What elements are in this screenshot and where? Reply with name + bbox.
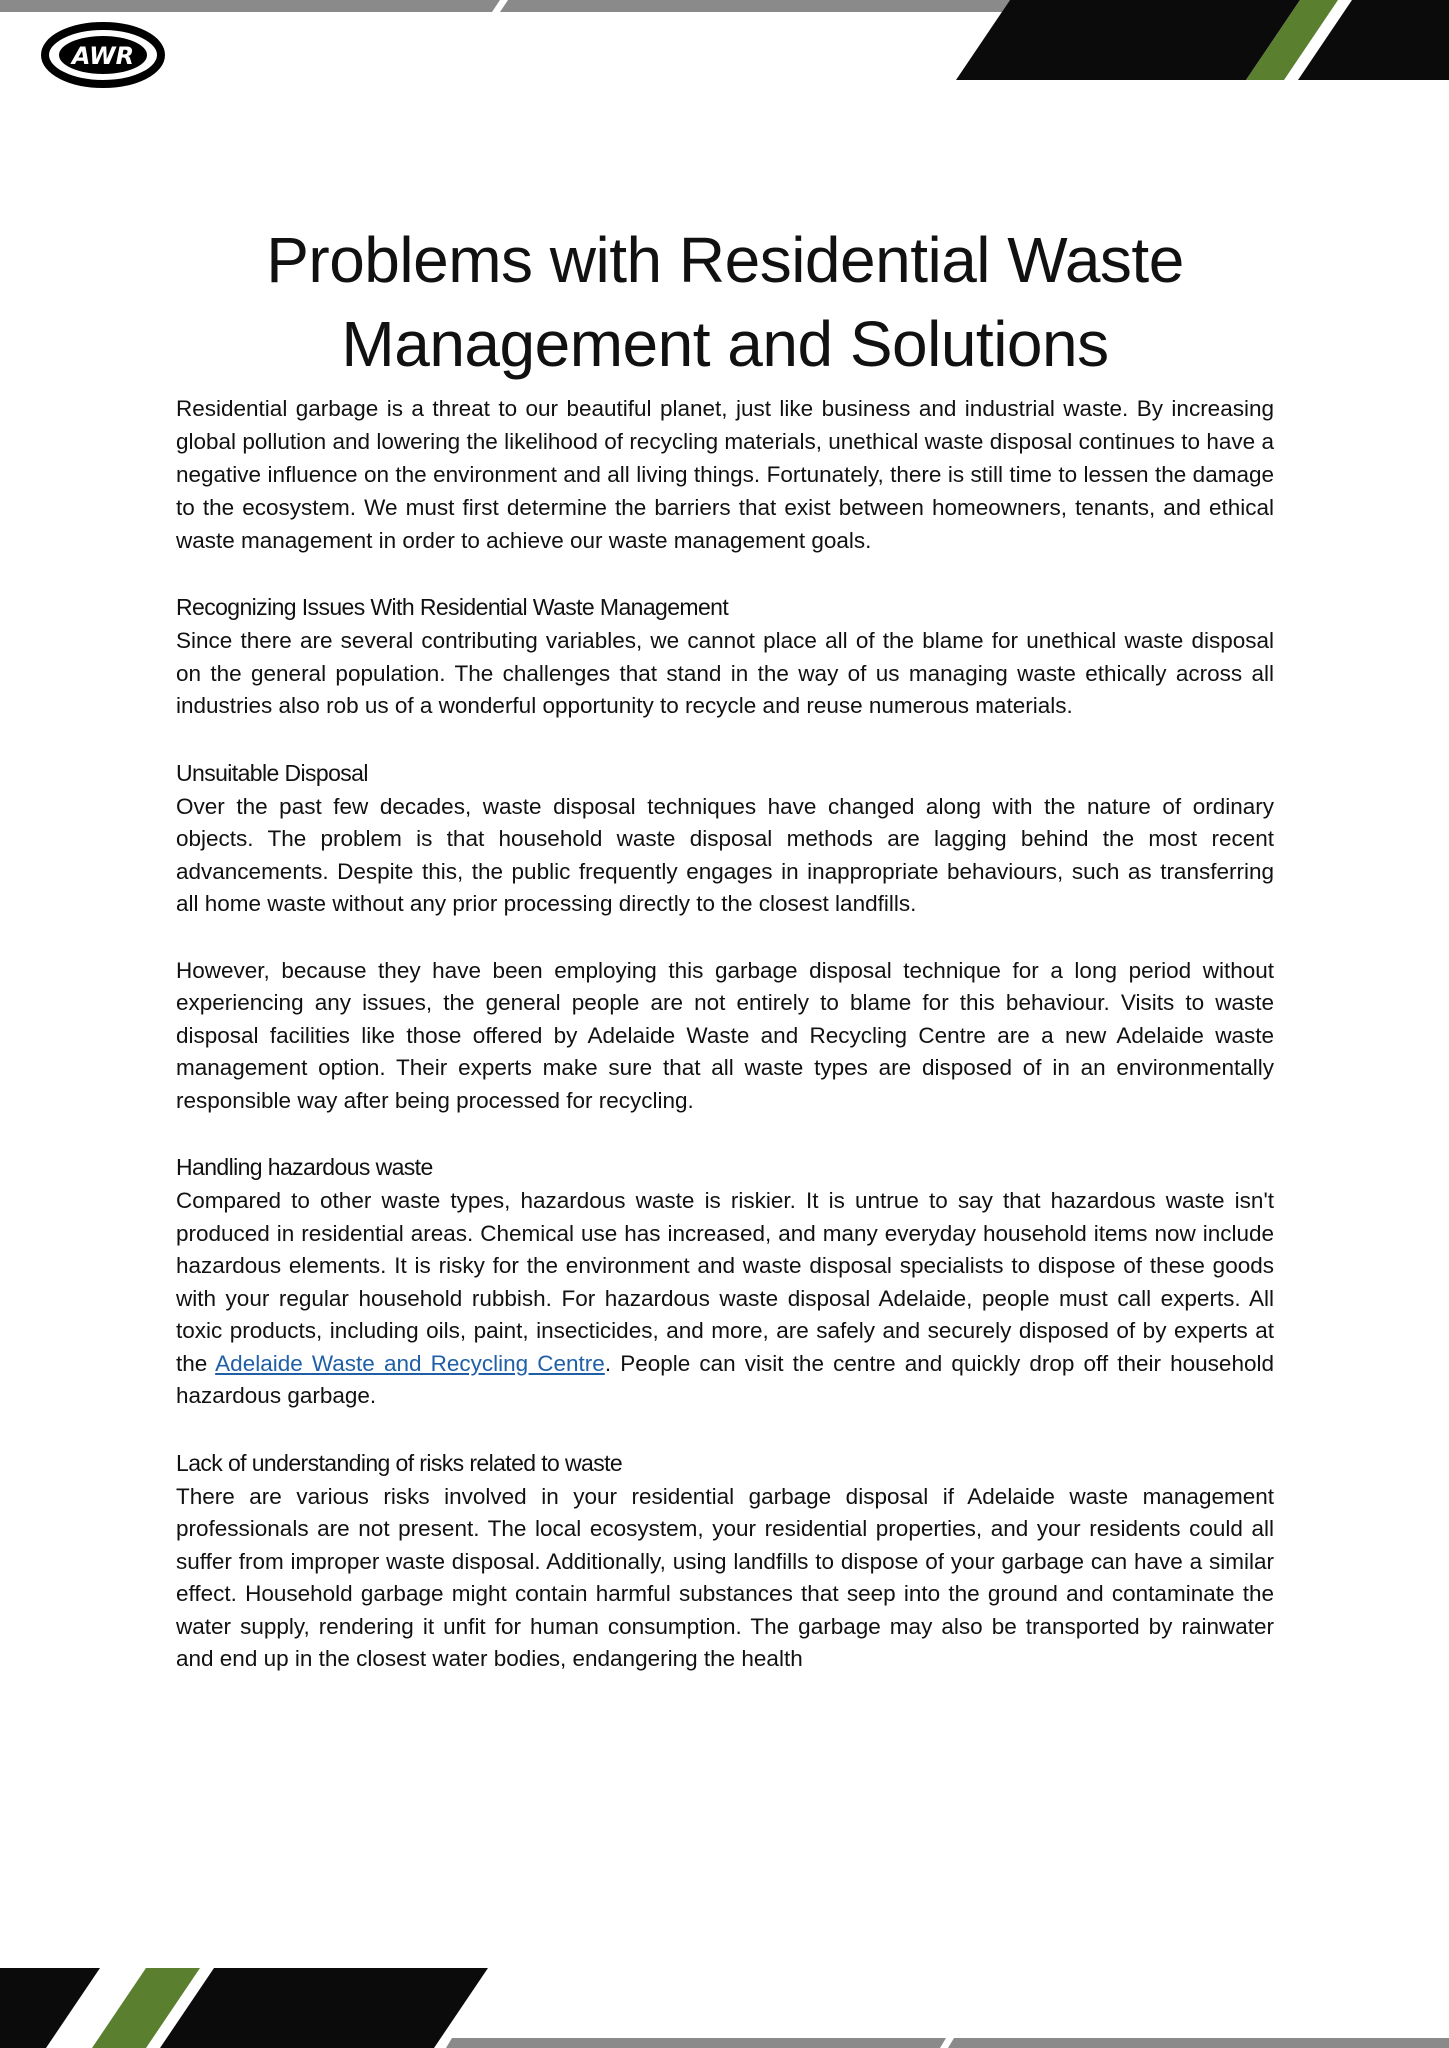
- paragraph-gap: [176, 921, 1274, 955]
- intro-paragraph: Residential garbage is a threat to our beautiful planet, just like business and industrial waste. By increasing global pollution and lowering the likelihood of recycling materials, unethical waste disposal continues to have a negative influence on the environment and all living things. Fortunately, there is still time to lessen the damage to the ecosystem. We must first determine the barriers that exist between homeowners, tenants, and ethical waste management in order to achieve our waste management goals.: [176, 396, 1274, 553]
- awr-logo: [40, 22, 166, 88]
- bottom-black-shape-right: [160, 1968, 488, 2048]
- section-heading: Recognizing Issues With Residential Waste Management: [176, 594, 729, 620]
- top-gray-stripe-right: [500, 0, 1010, 12]
- section-hazardous-waste: [176, 1151, 1274, 1413]
- section-unsuitable-disposal: [176, 757, 1274, 1118]
- section-paragraph: Since there are several contributing variables, we cannot place all of the blame for unethical waste disposal on the general population. The challenges that stand in the way of us managing waste ethically across all industries also rob us of a wonderful opportunity to recycle and reuse numerous materials.: [176, 628, 1274, 718]
- section-paragraph: There are various risks involved in your residential garbage disposal if Adelaide waste management professionals are not present. The local ecosystem, your residential properties, and your residents could all suffer from improper waste disposal. Additionally, using landfills to dispose of your garbage can have a similar effect. Household garbage might contain harmful substances that seep into the ground and contaminate the water supply, rendering it unfit for human consumption. The garbage may also be transported by rainwater and end up in the closest water bodies, endangering the health: [176, 1483, 1274, 1671]
- section-heading: Unsuitable Disposal: [176, 759, 368, 786]
- bottom-black-shape-left: [0, 1968, 100, 2048]
- paragraph-text: . People can visit the centre and quickly drop off their household hazardous garbage.: [176, 1350, 1274, 1408]
- top-black-shape: [956, 0, 1300, 80]
- page-title: Problems with Residential Waste Management and Solutions: [266, 224, 1184, 380]
- logo-text: AWR: [71, 42, 135, 70]
- bottom-gray-stripe-left: [446, 2038, 946, 2048]
- top-decorative-band: [0, 0, 1449, 90]
- document-body: [176, 218, 1274, 1676]
- bottom-gray-stripe-right: [948, 2038, 1449, 2048]
- section-lack-of-understanding: [176, 1447, 1274, 1676]
- top-gray-stripe-left: [0, 0, 500, 12]
- section-paragraph: However, because they have been employing this garbage disposal technique for a long period without experiencing any issues, the general people are not entirely to blame for this behaviour. Visits to waste disposal facilities like those offered by Adelaide Waste and Recycling Centre are a new Adelaide waste management option. Their experts make sure that all waste types are disposed of in an environmentally responsible way after being processed for recycling.: [176, 957, 1274, 1113]
- paragraph-text: Compared to other waste types, hazardous waste is riskier. It is untrue to say that hazardous waste isn't produced in residential areas. Chemical use has increased, and many everyday household items now include hazardous elements. It is risky for the environment and waste disposal specialists to dispose of these goods with your regular household rubbish. For hazardous waste disposal Adelaide, people must call experts. All toxic products, including oils, paint, insecticides, and more, are safely and securely disposed of by experts at the: [176, 1188, 1274, 1376]
- section-heading: Handling hazardous waste: [176, 1154, 433, 1180]
- section-heading: Lack of understanding of risks related to waste: [176, 1449, 623, 1476]
- adelaide-waste-link[interactable]: Adelaide Waste and Recycling Centre: [215, 1350, 605, 1376]
- section-paragraph: Over the past few decades, waste disposal techniques have changed along with the nature of ordinary objects. The problem is that household waste disposal methods are lagging behind the most recent advancements. Despite this, the public frequently engages in inappropriate behaviours, such as transferring all home waste without any prior processing directly to the closest landfills.: [176, 793, 1274, 916]
- bottom-decorative-band: [0, 1958, 1449, 2048]
- section-paragraph: [176, 1185, 1274, 1413]
- section-recognizing-issues: [176, 591, 1274, 723]
